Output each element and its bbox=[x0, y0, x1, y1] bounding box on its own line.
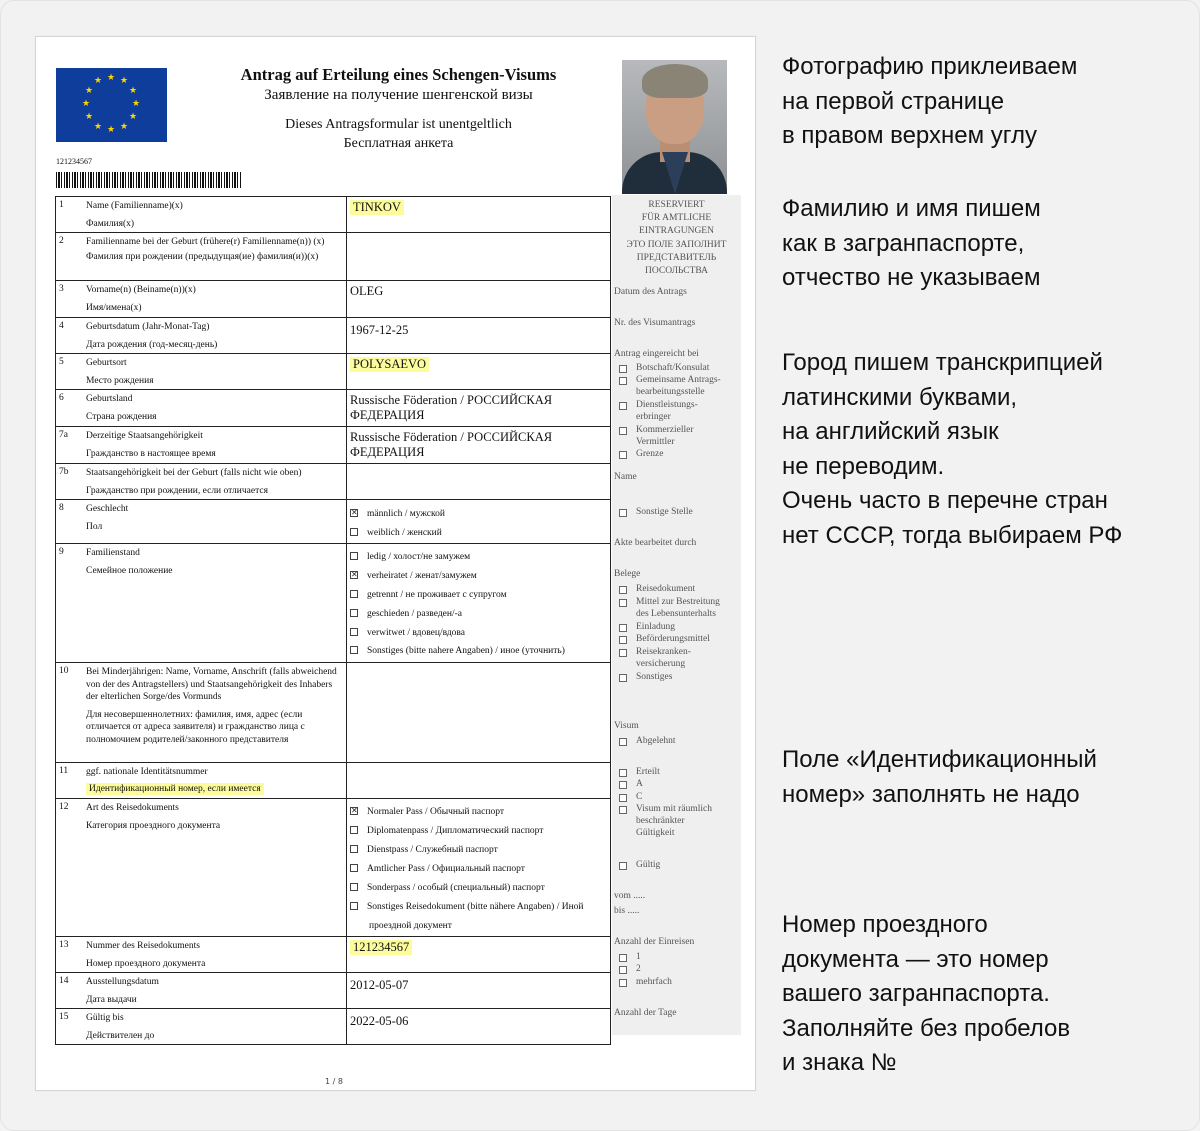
checkbox-checked[interactable] bbox=[350, 509, 358, 517]
row-label bbox=[86, 357, 341, 388]
page-number: 1 / 8 bbox=[325, 1077, 343, 1086]
checkbox[interactable] bbox=[350, 883, 358, 891]
row-birth-date bbox=[55, 318, 611, 354]
official-header-5: ПРЕДСТАВИТЕЛЬ bbox=[636, 253, 717, 263]
label-ru: Место рождения bbox=[86, 376, 154, 386]
checkbox[interactable] bbox=[619, 738, 627, 746]
row-number: 8 bbox=[59, 503, 64, 513]
option-label: Sonstiges (bitte nahere Angaben) / иное (уточнить) bbox=[367, 646, 565, 656]
checkbox[interactable] bbox=[619, 365, 627, 373]
option-label: Amtlicher Pass / Официальный паспорт bbox=[367, 864, 525, 874]
row-number: 6 bbox=[59, 393, 64, 403]
row-number: 13 bbox=[59, 940, 69, 950]
row-birth-surname bbox=[55, 233, 611, 281]
row-label bbox=[86, 503, 341, 534]
birth-citizenship-field[interactable] bbox=[346, 464, 611, 499]
value-line: Russische Föderation / РОССИЙСКАЯ bbox=[350, 430, 553, 444]
option-label: Dienstpass / Служебный паспорт bbox=[367, 845, 498, 855]
note-line: документа — это номер bbox=[782, 945, 1049, 973]
free-de: Dieses Antragsformular ist unentgeltlich bbox=[285, 117, 512, 132]
checkbox[interactable] bbox=[619, 806, 627, 814]
doc-type-options bbox=[346, 799, 611, 936]
row-sex bbox=[55, 500, 611, 544]
label-de: Ausstellungsdatum bbox=[86, 977, 159, 987]
birth-surname-field[interactable] bbox=[346, 233, 611, 280]
option-label: versicherung bbox=[636, 659, 686, 669]
label-ru: Дата рождения (год-месяц-день) bbox=[86, 340, 218, 350]
row-marital-status bbox=[55, 544, 611, 663]
row-label bbox=[86, 200, 341, 231]
note-line: латинскими буквами, bbox=[782, 383, 1018, 411]
label-de: Art des Reisedokuments bbox=[86, 803, 179, 813]
official-header-2: FÜR AMTLICHE bbox=[641, 213, 712, 223]
citizenship-value bbox=[350, 430, 552, 460]
marital-option[interactable] bbox=[350, 645, 565, 657]
label-ru: Категория проездного документа bbox=[86, 821, 221, 831]
label-ru: Идентификационный номер, если имеется bbox=[86, 783, 264, 795]
option-label: Botschaft/Konsulat bbox=[636, 363, 710, 373]
doc-type-option[interactable] bbox=[350, 901, 584, 913]
note-line: Очень часто в перечне стран bbox=[782, 487, 1108, 514]
label-ru: Пол bbox=[86, 522, 103, 532]
label-ru: Страна рождения bbox=[86, 412, 157, 422]
marital-option[interactable] bbox=[350, 627, 465, 639]
note-line: на английский язык bbox=[782, 418, 999, 445]
checkbox[interactable] bbox=[619, 599, 627, 607]
option-label: Einladung bbox=[636, 622, 676, 632]
first-name-field[interactable] bbox=[346, 281, 611, 317]
tage-label: Anzahl der Tage bbox=[614, 1008, 677, 1018]
checkbox-checked[interactable] bbox=[350, 571, 358, 579]
note-line: в правом верхнем углу bbox=[782, 122, 1038, 149]
checkbox[interactable] bbox=[619, 769, 627, 777]
row-label bbox=[86, 236, 341, 264]
doc-type-option[interactable] bbox=[350, 825, 543, 837]
official-header-3: EINTRAGUNGEN bbox=[639, 226, 714, 236]
row-number: 11 bbox=[59, 766, 69, 776]
option-label: geschieden / разведен/-а bbox=[367, 609, 462, 619]
row-valid-until bbox=[55, 1009, 611, 1045]
option-label: des Lebensunterhalts bbox=[636, 609, 716, 619]
checkbox-checked[interactable] bbox=[350, 807, 358, 815]
option-label: A bbox=[636, 779, 643, 789]
label-de: Geburtsort bbox=[86, 358, 127, 368]
label-ru: Действителен до bbox=[86, 1031, 155, 1041]
marital-options bbox=[346, 544, 611, 662]
option-label: männlich / мужской bbox=[367, 509, 445, 519]
form-title bbox=[176, 65, 621, 153]
valid-until-field[interactable] bbox=[346, 1009, 611, 1044]
option-label: C bbox=[636, 792, 643, 802]
checkbox[interactable] bbox=[619, 509, 627, 517]
label-ru: Семейное положение bbox=[86, 566, 173, 576]
label-ru: Фамилия при рождении (предыдущая(ие) фамилия(и))(x) bbox=[86, 252, 319, 262]
doc-type-option[interactable] bbox=[350, 844, 498, 856]
checkbox[interactable] bbox=[619, 636, 627, 644]
checkbox[interactable] bbox=[619, 781, 627, 789]
option-label: Diplomatenpass / Дипломатический паспорт bbox=[367, 826, 544, 836]
label-de: Geschlecht bbox=[86, 504, 129, 514]
checkbox[interactable] bbox=[619, 586, 627, 594]
label-de: Familienname bei der Geburt (frühere(r) Familienname(n)) (x) bbox=[86, 237, 325, 247]
form-table bbox=[55, 196, 611, 1045]
row-travel-doc-type bbox=[55, 799, 611, 937]
note-line: Фотографию приклеиваем bbox=[782, 53, 1078, 80]
checkbox[interactable] bbox=[619, 979, 627, 987]
label-ru: Для несовершеннолетних: фамилия, имя, адрес (если отличается от адреса заявителя) и гражданство лица с полномочием родителей/законного представителя bbox=[86, 709, 305, 745]
gueltig-label: Gültig bbox=[636, 860, 661, 870]
value-line: ФЕДЕРАЦИЯ bbox=[350, 445, 425, 459]
citizenship-field[interactable] bbox=[346, 427, 611, 463]
note-line: Фамилию и имя пишем bbox=[782, 195, 1041, 222]
label-de: Derzeitige Staatsangehörigkeit bbox=[86, 431, 203, 441]
national-id-field[interactable] bbox=[346, 763, 611, 798]
label-de: ggf. nationale Identitätsnummer bbox=[86, 767, 208, 777]
option-label: Kommerzieller bbox=[636, 425, 694, 435]
label-de: Vorname(n) (Beiname(n))(x) bbox=[86, 285, 196, 295]
label-de: Familienstand bbox=[86, 548, 140, 558]
option-label: Reisekranken- bbox=[636, 647, 691, 657]
option-label: Visum mit räumlich bbox=[636, 804, 712, 814]
einreisen-label: Anzahl der Einreisen bbox=[614, 937, 695, 947]
surname-field[interactable] bbox=[346, 197, 611, 232]
note-line: Заполняйте без пробелов bbox=[782, 1014, 1071, 1042]
row-current-citizenship bbox=[55, 427, 611, 464]
checkbox[interactable] bbox=[619, 402, 627, 410]
row-birth-citizenship bbox=[55, 464, 611, 500]
option-label: verwitwet / вдовец/вдова bbox=[367, 628, 465, 638]
application-number: 121234567 bbox=[56, 157, 92, 166]
checkbox[interactable] bbox=[619, 649, 627, 657]
row-number: 15 bbox=[59, 1012, 69, 1022]
checkbox[interactable] bbox=[350, 826, 358, 834]
option-label: mehrfach bbox=[636, 977, 672, 987]
note-doc-number bbox=[782, 908, 1182, 1081]
checkbox[interactable] bbox=[350, 528, 358, 536]
checkbox[interactable] bbox=[350, 845, 358, 853]
label-de: Bei Minderjährigen: Name, Vorname, Anschrift (falls abweichend von der des Antragstellers) und Staatsangehörigkeit des Inhabers der elterlichen Sorge/des Vormunds bbox=[86, 667, 337, 702]
schengen-form-page bbox=[35, 36, 756, 1091]
checkbox[interactable] bbox=[350, 628, 358, 636]
marital-option[interactable] bbox=[350, 608, 462, 620]
row-label bbox=[86, 393, 341, 424]
official-use-column bbox=[612, 195, 741, 1035]
checkbox[interactable] bbox=[619, 954, 627, 962]
option-label: Normaler Pass / Обычный паспорт bbox=[367, 807, 504, 817]
abgelehnt-label: Abgelehnt bbox=[636, 736, 676, 746]
sex-male-option[interactable] bbox=[350, 508, 445, 520]
row-label bbox=[86, 1012, 341, 1043]
note-line: отчество не указываем bbox=[782, 264, 1041, 291]
row-birth-country bbox=[55, 390, 611, 427]
option-label-cont: проездной документ bbox=[369, 921, 452, 931]
note-line: Поле «Идентификационный bbox=[782, 746, 1097, 773]
title-de: Antrag auf Erteilung eines Schengen-Visums bbox=[240, 65, 557, 84]
birth-place-value: POLYSAEVO bbox=[350, 357, 429, 372]
row-number: 14 bbox=[59, 976, 69, 986]
checkbox[interactable] bbox=[619, 377, 627, 385]
minors-field[interactable] bbox=[346, 663, 611, 762]
option-label: getrennt / не проживает с супругом bbox=[367, 590, 507, 600]
row-number: 3 bbox=[59, 284, 64, 294]
note-name bbox=[782, 192, 1182, 296]
label-de: Staatsangehörigkeit bei der Geburt (falls nicht wie oben) bbox=[86, 468, 302, 478]
option-label: erbringer bbox=[636, 412, 671, 422]
valid-until-value: 2022-05-06 bbox=[350, 1014, 409, 1028]
option-label: weiblich / женский bbox=[367, 528, 442, 538]
checkbox[interactable] bbox=[619, 427, 627, 435]
option-label: Sonstiges bbox=[636, 672, 673, 682]
row-minors bbox=[55, 663, 611, 763]
doc-type-option[interactable] bbox=[350, 806, 504, 818]
row-issue-date bbox=[55, 973, 611, 1009]
birth-date-value: 1967-12-25 bbox=[350, 323, 409, 337]
eu-flag: ★ ★ ★ ★ ★ ★ ★ ★ ★ ★ ★ ★ bbox=[56, 68, 167, 142]
row-label bbox=[86, 766, 341, 796]
checkbox[interactable] bbox=[619, 966, 627, 974]
note-line: вашего загранпаспорта. bbox=[782, 980, 1050, 1007]
row-first-name bbox=[55, 281, 611, 318]
belege-label: Belege bbox=[614, 569, 641, 579]
row-label bbox=[86, 547, 341, 578]
sex-options bbox=[346, 500, 611, 543]
label-ru: Гражданство при рождении, если отличается bbox=[86, 486, 268, 496]
label-de: Gültig bis bbox=[86, 1013, 124, 1023]
row-label bbox=[86, 467, 341, 498]
first-name-value: OLEG bbox=[350, 284, 384, 298]
row-number: 5 bbox=[59, 357, 64, 367]
checkbox[interactable] bbox=[619, 624, 627, 632]
note-line: на первой странице bbox=[782, 87, 1005, 115]
option-label: 2 bbox=[636, 964, 641, 974]
option-label: Dienstleistungs- bbox=[636, 400, 698, 410]
row-label bbox=[86, 976, 341, 1007]
sonstige-stelle-label: Sonstige Stelle bbox=[636, 507, 693, 517]
birth-date-field[interactable] bbox=[346, 318, 611, 353]
marital-option[interactable] bbox=[350, 589, 507, 601]
checkbox[interactable] bbox=[350, 864, 358, 872]
row-label bbox=[86, 321, 341, 352]
label-de: Geburtsdatum (Jahr-Monat-Tag) bbox=[86, 322, 210, 332]
issue-date-field[interactable] bbox=[346, 973, 611, 1008]
checkbox[interactable] bbox=[350, 902, 358, 910]
eingereicht-label: Antrag eingereicht bei bbox=[614, 349, 699, 359]
checkbox[interactable] bbox=[350, 609, 358, 617]
option-label: Vermittler bbox=[636, 437, 675, 447]
datum-label: Datum des Antrags bbox=[614, 287, 687, 297]
note-photo bbox=[782, 50, 1182, 154]
note-line: и знака № bbox=[782, 1049, 897, 1076]
row-number: 9 bbox=[59, 547, 64, 557]
doc-number-field[interactable] bbox=[346, 937, 611, 972]
option-label: Mittel zur Bestreitung bbox=[636, 597, 720, 607]
row-surname bbox=[55, 197, 611, 233]
row-national-id bbox=[55, 763, 611, 799]
checkbox[interactable] bbox=[619, 862, 627, 870]
bis-label: bis ..... bbox=[614, 906, 640, 916]
value-line: ФЕДЕРАЦИЯ bbox=[350, 408, 425, 422]
name-label: Name bbox=[614, 472, 637, 482]
visum-label: Visum bbox=[614, 721, 639, 731]
row-number: 4 bbox=[59, 321, 64, 331]
option-label: bearbeitungsstelle bbox=[636, 387, 705, 397]
value-line: Russische Föderation / РОССИЙСКАЯ bbox=[350, 393, 553, 407]
label-de: Geburtsland bbox=[86, 394, 133, 404]
label-de: Nummer des Reisedokuments bbox=[86, 941, 200, 951]
vom-label: vom ..... bbox=[614, 891, 646, 901]
issue-date-value: 2012-05-07 bbox=[350, 978, 409, 992]
option-label: 1 bbox=[636, 952, 641, 962]
marital-option[interactable] bbox=[350, 551, 470, 563]
option-label: beschränkter bbox=[636, 816, 685, 826]
row-label bbox=[86, 430, 341, 461]
checkbox[interactable] bbox=[619, 794, 627, 802]
label-de: Name (Familienname)(x) bbox=[86, 201, 183, 211]
label-ru: Имя/имена(x) bbox=[86, 303, 142, 313]
note-line: Город пишем транскрипцией bbox=[782, 349, 1103, 376]
note-line: не переводим. bbox=[782, 452, 945, 480]
note-line: номер» заполнять не надо bbox=[782, 780, 1080, 808]
applicant-photo bbox=[622, 60, 727, 194]
official-header-4: ЭТО ПОЛЕ ЗАПОЛНИТ bbox=[626, 240, 727, 250]
option-label: Grenze bbox=[636, 449, 664, 459]
note-id-number bbox=[782, 743, 1182, 812]
option-label: Erteilt bbox=[636, 767, 660, 777]
note-line: Номер проездного bbox=[782, 911, 988, 938]
row-number: 10 bbox=[59, 666, 69, 676]
row-number: 7b bbox=[59, 467, 69, 477]
row-birth-place bbox=[55, 354, 611, 390]
label-ru: Гражданство в настоящее время bbox=[86, 449, 216, 459]
note-line: как в загранпаспорте, bbox=[782, 229, 1025, 257]
title-ru: Заявление на получение шенгенской визы bbox=[264, 87, 533, 103]
option-label: Reisedokument bbox=[636, 584, 696, 594]
doc-type-option[interactable] bbox=[350, 863, 525, 875]
checkbox[interactable] bbox=[350, 590, 358, 598]
row-label bbox=[86, 666, 341, 746]
row-number: 2 bbox=[59, 236, 64, 246]
official-header-1: RESERVIERT bbox=[648, 200, 705, 210]
row-number: 7a bbox=[59, 430, 68, 440]
birth-country-value bbox=[350, 393, 552, 423]
checkbox[interactable] bbox=[350, 552, 358, 560]
label-ru: Номер проездного документа bbox=[86, 959, 206, 969]
akte-label: Akte bearbeitet durch bbox=[614, 538, 697, 548]
official-header-6: ПОСОЛЬСТВА bbox=[645, 266, 708, 276]
row-doc-number bbox=[55, 937, 611, 973]
nr-label: Nr. des Visumantrags bbox=[614, 318, 696, 328]
label-ru: Фамилия(x) bbox=[86, 219, 135, 229]
option-label: Gemeinsame Antrags- bbox=[636, 375, 721, 385]
marital-option[interactable] bbox=[350, 570, 477, 582]
birth-country-field[interactable] bbox=[346, 390, 611, 426]
option-label: Sonstiges Reisedokument (bitte nähere Angaben) / Иной bbox=[367, 902, 584, 912]
doc-number-value: 121234567 bbox=[350, 940, 412, 955]
birth-place-field[interactable] bbox=[346, 354, 611, 389]
checkbox[interactable] bbox=[350, 646, 358, 654]
option-label: Sonderpass / особый (специальный) паспорт bbox=[367, 883, 545, 893]
row-label bbox=[86, 940, 341, 971]
option-label: ledig / холост/не замужем bbox=[367, 552, 471, 562]
free-ru: Бесплатная анкета bbox=[343, 136, 454, 151]
option-label: verheiratet / женат/замужем bbox=[367, 571, 477, 581]
checkbox[interactable] bbox=[619, 674, 627, 682]
row-number: 1 bbox=[59, 200, 64, 210]
row-number: 12 bbox=[59, 802, 69, 812]
surname-value: TINKOV bbox=[350, 200, 404, 215]
note-line: нет СССР, тогда выбираем РФ bbox=[782, 521, 1123, 549]
doc-type-option[interactable] bbox=[350, 882, 545, 894]
barcode bbox=[56, 172, 242, 188]
label-ru: Дата выдачи bbox=[86, 995, 137, 1005]
sex-female-option[interactable] bbox=[350, 527, 442, 539]
option-label: Beförderungsmittel bbox=[636, 634, 710, 644]
row-label bbox=[86, 802, 341, 833]
note-city bbox=[782, 346, 1192, 553]
row-label bbox=[86, 284, 341, 315]
option-label: Gültigkeit bbox=[636, 828, 675, 838]
checkbox[interactable] bbox=[619, 451, 627, 459]
